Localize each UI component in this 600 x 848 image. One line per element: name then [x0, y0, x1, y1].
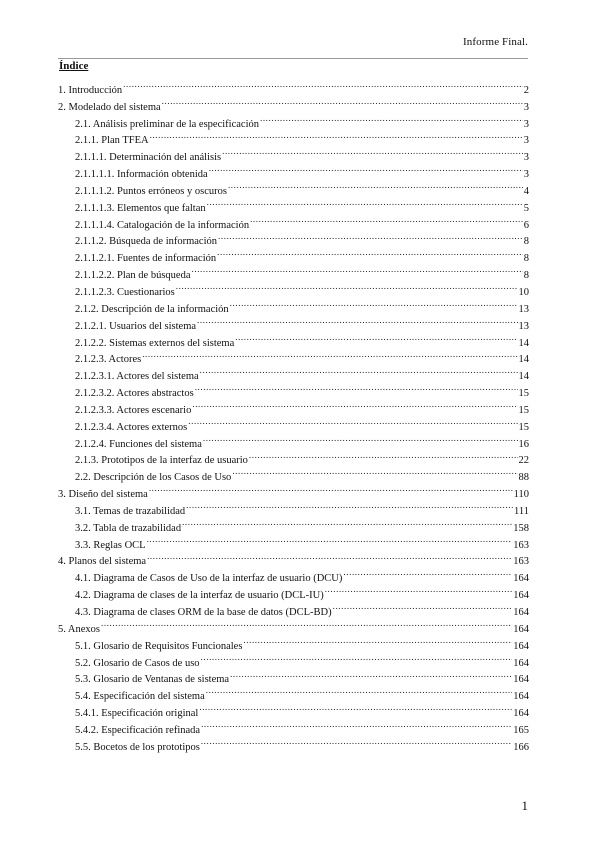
toc-entry-label: 5.4.2. Especificación refinada	[75, 724, 201, 736]
toc-entry-label: 2.1.1. Plan TFEA	[75, 135, 149, 147]
toc-entry-page: 15	[518, 404, 529, 416]
toc-entry-label: 2.1.1.1.1. Información obtenida	[75, 169, 208, 181]
toc-dot-leader	[228, 177, 523, 194]
toc-entry-page: 3	[523, 135, 529, 147]
toc-entry-page: 2	[523, 84, 529, 96]
toc-dot-leader	[209, 160, 523, 177]
toc-entry-page: 8	[523, 253, 529, 265]
toc-entry-label: 2.1.2.3.2. Actores abstractos	[75, 388, 194, 400]
toc-entry-label: 2. Modelado del sistema	[58, 101, 161, 113]
toc-entry-label: 2.1.1.1.2. Puntos erróneos y oscuros	[75, 185, 227, 197]
toc-dot-leader	[149, 480, 513, 497]
toc-entry-label: 2.1.1.2.3. Cuestionarios	[75, 286, 175, 298]
toc-dot-leader	[192, 261, 523, 278]
toc-entry-page: 166	[513, 741, 529, 753]
toc-dot-leader	[188, 413, 517, 430]
toc-dot-leader	[147, 531, 513, 548]
toc-entry-page: 22	[518, 455, 529, 467]
toc-dot-leader	[195, 379, 518, 396]
toc-entry-page: 164	[513, 640, 529, 652]
toc-dot-leader	[217, 244, 523, 261]
toc-entry-page: 3	[523, 169, 529, 181]
toc-dot-leader	[182, 514, 512, 531]
toc-dot-leader	[343, 564, 512, 581]
toc-dot-leader	[235, 329, 517, 346]
page-number: 1	[521, 798, 528, 813]
toc-entry-label: 4.1. Diagrama de Casos de Uso de la interfaz de usuario (DCU)	[75, 573, 343, 585]
toc-dot-leader	[201, 649, 513, 666]
toc-entry[interactable]	[58, 93, 529, 113]
toc-dot-leader	[203, 430, 518, 447]
toc-dot-leader	[325, 581, 513, 598]
toc-entry-label: 5.1. Glosario de Requisitos Funcionales	[75, 640, 243, 652]
toc-dot-leader	[201, 733, 512, 750]
toc-entry-page: 165	[513, 724, 529, 736]
toc-entry-page: 8	[523, 270, 529, 282]
toc-dot-leader	[199, 699, 512, 716]
toc-entry-label: 4. Planos del sistema	[58, 556, 147, 568]
toc-dot-leader	[150, 127, 523, 144]
toc-dot-leader	[230, 295, 518, 312]
toc-entry-label: 2.1.1.1. Determinación del análisis	[75, 152, 222, 164]
toc-dot-leader	[101, 615, 512, 632]
toc-dot-leader	[250, 211, 523, 228]
toc-entry-label: 2.1.2.3.3. Actores escenario	[75, 404, 192, 416]
toc-dot-leader	[192, 396, 517, 413]
toc-dot-leader	[123, 76, 523, 93]
toc-entry-page: 164	[513, 590, 529, 602]
toc-dot-leader	[162, 93, 523, 110]
toc-entry-label: 2.1.2.2. Sistemas externos del sistema	[75, 337, 235, 349]
toc-entry-page: 4	[523, 185, 529, 197]
toc-entry-page: 163	[513, 556, 529, 568]
toc-entry-page: 3	[523, 101, 529, 113]
toc-entry-label: 5.2. Glosario de Casos de uso	[75, 657, 200, 669]
toc-entry-page: 14	[518, 354, 529, 366]
toc-entry-page: 6	[523, 219, 529, 231]
toc-dot-leader	[232, 463, 517, 480]
toc-dot-leader	[260, 110, 523, 127]
toc-entry-label: 4.3. Diagrama de clases ORM de la base de datos (DCL-BD)	[75, 607, 332, 618]
toc-entry-label: 2.1.1.2.2. Plan de búsqueda	[75, 270, 191, 282]
toc-dot-leader	[186, 497, 513, 514]
table-of-contents	[58, 76, 529, 753]
toc-entry-label: 2.1.2.3.4. Actores externos	[75, 421, 188, 433]
toc-entry-page: 3	[523, 152, 529, 164]
toc-entry-page: 13	[518, 320, 529, 332]
toc-dot-leader	[333, 598, 513, 615]
toc-entry-page: 164	[513, 573, 529, 585]
toc-entry-label: 2.1.2.3. Actores	[75, 354, 142, 366]
toc-entry[interactable]	[58, 632, 529, 652]
toc-entry-label: 5.3. Glosario de Ventanas de sistema	[75, 674, 230, 686]
toc-entry-page: 8	[523, 236, 529, 248]
toc-entry-page: 158	[513, 522, 529, 534]
toc-dot-leader	[243, 632, 512, 649]
toc-entry-page: 110	[513, 489, 529, 501]
toc-entry-label: 2.1.1.1.3. Elementos que faltan	[75, 202, 206, 214]
toc-entry-page: 164	[513, 657, 529, 669]
toc-dot-leader	[249, 447, 518, 464]
toc-entry-page: 163	[513, 539, 529, 551]
toc-entry[interactable]	[58, 615, 529, 635]
toc-entry-label: 2.1.1.2. Búsqueda de información	[75, 236, 218, 248]
toc-dot-leader	[200, 362, 518, 379]
toc-entry-label: 5.4. Especificación del sistema	[75, 691, 205, 703]
toc-entry-label: 5. Anexos	[58, 623, 100, 635]
toc-entry-page: 88	[518, 472, 529, 484]
toc-entry-label: 2.1.2. Descripción de la información	[75, 303, 229, 315]
toc-dot-leader	[206, 682, 513, 699]
toc-entry-label: 3.2. Tabla de trazabilidad	[75, 522, 182, 534]
toc-entry-label: 5.4.1. Especificación original	[75, 708, 199, 720]
toc-entry-page: 13	[518, 303, 529, 315]
toc-dot-leader	[147, 548, 512, 565]
toc-entry-page: 111	[514, 505, 529, 517]
toc-entry-label: 4.2. Diagrama de clases de la interfaz de usuario (DCL-IU)	[75, 590, 324, 602]
toc-dot-leader	[201, 716, 512, 733]
toc-entry-label: 2.1.3. Prototipos de la interfaz de usuario	[75, 455, 248, 467]
toc-entry-page: 10	[518, 286, 529, 298]
running-header: Informe Final.	[463, 36, 528, 48]
toc-entry-page: 5	[523, 202, 529, 214]
toc-entry-page: 164	[513, 674, 529, 686]
toc-entry-label: 2.1.2.1. Usuarios del sistema	[75, 320, 197, 332]
toc-entry-label: 3.1. Temas de trazabilidad	[75, 505, 186, 517]
toc-entry-page: 164	[513, 691, 529, 703]
toc-dot-leader	[197, 312, 517, 329]
toc-dot-leader	[222, 143, 523, 160]
toc-title: Índice	[59, 60, 89, 72]
toc-entry-label: 2.1.2.4. Funciones del sistema	[75, 438, 202, 450]
toc-entry-label: 2.1.1.2.1. Fuentes de información	[75, 253, 217, 265]
toc-dot-leader	[142, 346, 517, 363]
toc-dot-leader	[176, 278, 518, 295]
toc-entry-page: 164	[513, 708, 529, 720]
toc-dot-leader	[230, 666, 512, 683]
toc-entry-page: 14	[518, 371, 529, 383]
header-rule	[58, 58, 528, 59]
toc-entry-label: 5.5. Bocetos de los prototipos	[75, 741, 200, 753]
toc-entry-page: 164	[513, 623, 529, 635]
toc-entry-page: 16	[518, 438, 529, 450]
toc-entry-label: 3. Diseño del sistema	[58, 489, 148, 501]
toc-entry-label: 1. Introducción	[58, 84, 123, 96]
toc-entry-page: 164	[513, 607, 529, 618]
toc-entry-label: 2.1. Análisis preliminar de la especificación	[75, 118, 259, 130]
toc-entry-page: 3	[523, 118, 529, 130]
toc-entry-page: 15	[518, 388, 529, 400]
toc-dot-leader	[218, 228, 523, 245]
toc-entry[interactable]	[58, 76, 529, 96]
toc-entry-label: 2.1.2.3.1. Actores del sistema	[75, 371, 199, 383]
toc-entry-label: 3.3. Reglas OCL	[75, 539, 146, 551]
toc-entry-page: 14	[518, 337, 529, 349]
toc-dot-leader	[207, 194, 523, 211]
toc-entry-page: 15	[518, 421, 529, 433]
toc-entry-label: 2.2. Descripción de los Casos de Uso	[75, 472, 232, 484]
toc-entry-label: 2.1.1.1.4. Catalogación de la información	[75, 219, 250, 231]
